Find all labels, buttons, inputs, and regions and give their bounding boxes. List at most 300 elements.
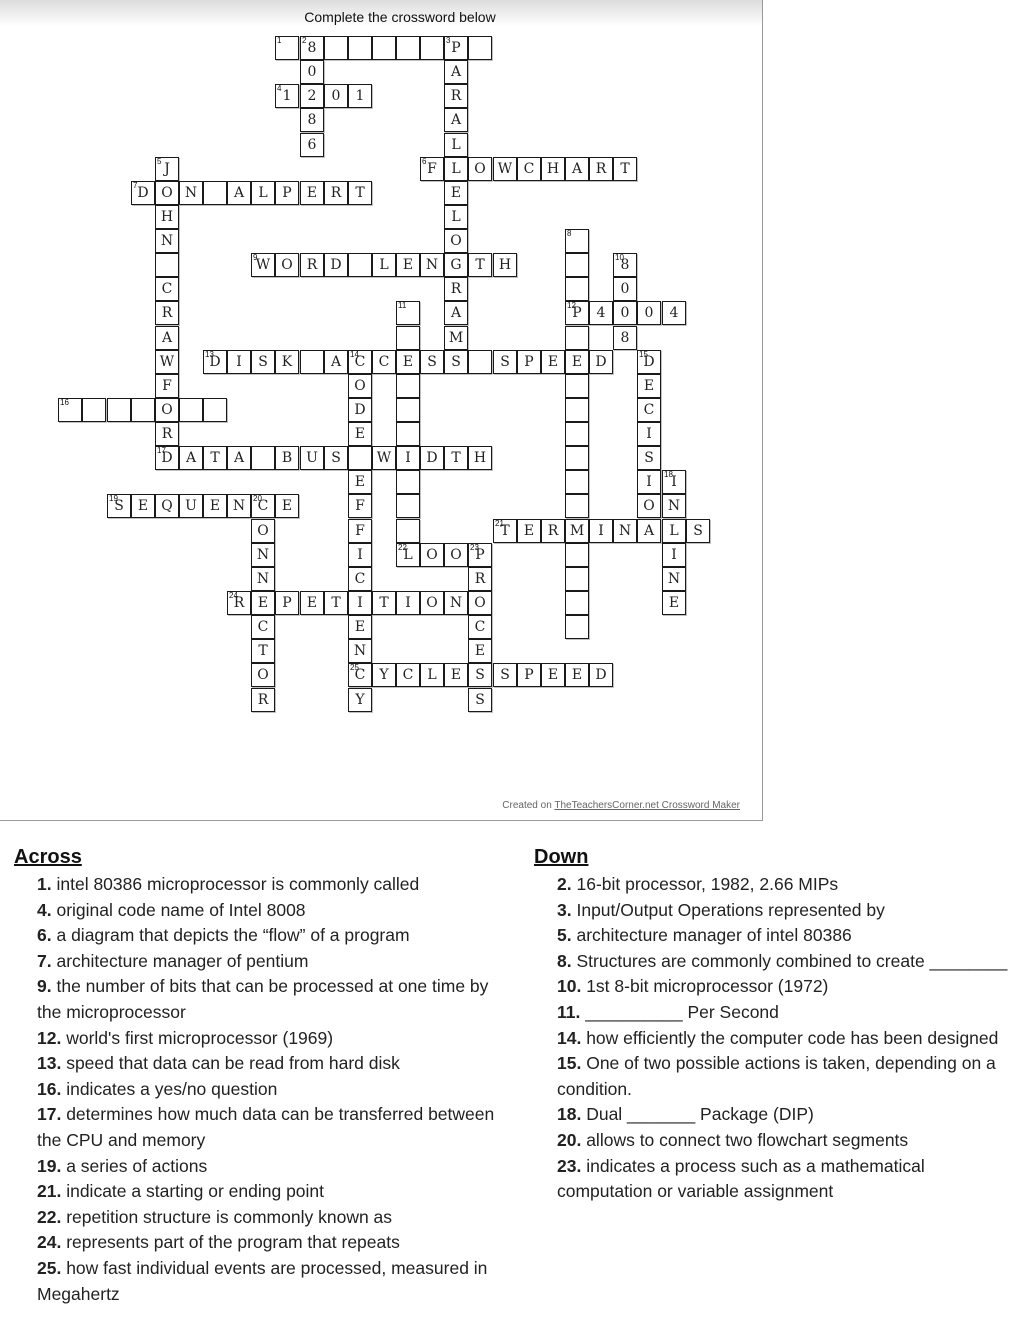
crossword-cell[interactable] [300,181,324,205]
crossword-cell[interactable] [155,229,179,253]
down-clue [557,1000,1014,1026]
crossword-cell[interactable] [662,591,686,615]
cell-letter: G [450,257,462,273]
crossword-cell[interactable] [396,591,420,615]
cell-letter: D [643,354,655,370]
crossword-cell[interactable] [348,519,372,543]
cell-letter: R [450,281,462,297]
cell-letter: T [500,523,510,539]
cell-letter: N [353,643,367,659]
crossword-cell[interactable] [131,398,155,422]
crossword-cell[interactable] [396,422,420,446]
crossword-cell[interactable] [155,422,179,446]
crossword-cell[interactable] [444,446,468,470]
cell-letter: N [184,185,198,201]
crossword-cell[interactable] [613,157,637,181]
cell-letter: S [693,523,703,539]
crossword-cell[interactable] [275,84,299,108]
cell-letter: R [257,692,269,708]
crossword-cell[interactable] [468,350,492,374]
cell-letter: O [354,378,366,394]
crossword-cell[interactable] [300,60,324,84]
crossword-cell[interactable] [493,350,517,374]
cell-letter: E [306,185,318,201]
crossword-cell[interactable] [348,84,372,108]
clue-number: 13. [37,1053,62,1074]
crossword-cell[interactable] [565,253,589,277]
clue-text: the number of bits that can be processed at one time by the microprocessor [37,976,489,1022]
crossword-cell[interactable] [420,350,444,374]
crossword-cell[interactable] [420,253,444,277]
cell-letter: R [233,595,245,611]
crossword-cell[interactable] [637,374,661,398]
cell-letter: E [523,523,535,539]
clue-number: 16 [60,398,69,407]
crossword-cell[interactable] [251,567,275,591]
crossword-cell[interactable] [541,663,565,687]
crossword-cell[interactable] [155,157,179,181]
crossword-cell[interactable] [107,494,131,518]
crossword-cell[interactable] [348,398,372,422]
cell-letter: C [474,619,486,635]
crossword-cell[interactable] [444,60,468,84]
cell-letter: O [450,233,462,249]
crossword-cell[interactable] [565,326,589,350]
crossword-cell[interactable] [468,543,492,567]
crossword-cell[interactable] [613,253,637,277]
crossword-cell[interactable] [107,398,131,422]
cell-letter: 0 [620,305,630,321]
cell-letter: 8 [307,112,317,128]
cell-letter: S [331,450,341,466]
puzzle-title: Complete the crossword below [304,9,496,25]
crossword-cell[interactable] [300,84,324,108]
crossword-cell[interactable] [565,567,589,591]
crossword-cell[interactable] [324,350,348,374]
down-clue [557,1154,1014,1205]
crossword-cell[interactable] [251,446,275,470]
crossword-cell[interactable] [82,398,106,422]
cell-letter: R [161,426,173,442]
crossword-cell[interactable] [662,301,686,325]
crossword-cell[interactable] [493,157,517,181]
cell-letter: O [426,547,438,563]
cell-letter: E [547,667,559,683]
crossword-cell[interactable] [251,181,275,205]
crossword-cell[interactable] [58,398,82,422]
crossword-cell[interactable] [251,350,275,374]
crossword-cell[interactable] [662,494,686,518]
crossword-cell[interactable] [300,591,324,615]
cell-letter: F [427,161,437,177]
crossword-cell[interactable] [444,591,468,615]
crossword-cell[interactable] [300,133,324,157]
crossword-cell[interactable] [300,36,324,60]
crossword-cell[interactable] [275,253,299,277]
crossword-cell[interactable] [155,253,179,277]
crossword-cell[interactable] [662,519,686,543]
crossword-cell[interactable] [517,663,541,687]
across-clue [37,1256,504,1307]
crossword-cell[interactable] [179,398,203,422]
crossword-cell[interactable] [324,591,348,615]
cell-letter: F [162,378,172,394]
crossword-cell[interactable] [589,350,613,374]
crossword-cell[interactable] [613,301,637,325]
crossword-cell[interactable] [227,591,251,615]
crossword-cell[interactable] [251,543,275,567]
crossword-cell[interactable] [179,181,203,205]
clue-number: 3 [446,36,451,45]
clue-number: 10. [557,976,582,997]
crossword-cell[interactable] [637,422,661,446]
crossword-cell[interactable] [493,253,517,277]
crossword-cell[interactable] [444,253,468,277]
crossword-cell[interactable] [444,181,468,205]
cell-letter: W [255,257,271,273]
cell-letter: E [668,595,680,611]
crossword-cell[interactable] [251,253,275,277]
cell-letter: 0 [307,64,317,80]
clue-number: 5. [557,925,572,946]
cell-letter: N [618,523,632,539]
crossword-cell[interactable] [251,519,275,543]
crossword-cell[interactable] [227,350,251,374]
crossword-cell[interactable] [444,326,468,350]
cell-letter: 0 [620,281,630,297]
across-clue [37,1205,504,1231]
crossword-cell[interactable] [251,688,275,712]
crossword-cell[interactable] [637,301,661,325]
crossword-cell[interactable] [565,446,589,470]
cell-letter: A [450,64,462,80]
crossword-cell[interactable] [251,494,275,518]
crossword-cell[interactable] [131,181,155,205]
crossword-cell[interactable] [637,350,661,374]
cell-letter: A [185,450,197,466]
crossword-cell[interactable] [203,446,227,470]
crossword-cell[interactable] [444,301,468,325]
crossword-cell[interactable] [348,253,372,277]
crossword-cell[interactable] [227,494,251,518]
crossword-cell[interactable] [348,543,372,567]
crossword-cell[interactable] [372,36,396,60]
crossword-cell[interactable] [444,36,468,60]
clue-number: 20. [557,1129,582,1150]
crossword-cell[interactable] [179,494,203,518]
clue-number: 21 [495,519,504,528]
crossword-cell[interactable] [348,446,372,470]
clue-text: speed that data can be read from hard disk [66,1053,400,1074]
crossword-cell[interactable] [468,157,492,181]
cell-letter: E [450,185,462,201]
crossword-cell[interactable] [372,663,396,687]
crossword-cell[interactable] [131,494,155,518]
crossword-cell[interactable] [372,253,396,277]
crossword-cell[interactable] [372,591,396,615]
crossword-cell[interactable] [396,519,420,543]
crossword-cell[interactable] [613,326,637,350]
crossword-cell[interactable] [420,157,444,181]
crossword-cell[interactable] [155,326,179,350]
crossword-cell[interactable] [348,494,372,518]
crossword-cell[interactable] [565,301,589,325]
across-clue [37,974,504,1025]
crossword-cell[interactable] [203,350,227,374]
crossword-cell[interactable] [565,229,589,253]
crossword-cell[interactable] [468,567,492,591]
cell-letter: L [451,137,461,153]
crossword-cell[interactable] [468,615,492,639]
crossword-cell[interactable] [348,350,372,374]
clue-number: 18. [557,1104,582,1125]
crossword-cell[interactable] [420,663,444,687]
crossword-cell[interactable] [517,519,541,543]
cell-letter: T [210,450,220,466]
crossword-cell[interactable] [444,229,468,253]
crossword-cell[interactable] [396,494,420,518]
crossword-cell[interactable] [179,446,203,470]
crossword-cell[interactable] [468,253,492,277]
cell-letter: E [209,498,221,514]
cell-letter: C [643,402,655,418]
crossword-cell[interactable] [637,446,661,470]
crossword-cell[interactable] [686,519,710,543]
crossword-cell[interactable] [444,277,468,301]
crossword-cell[interactable] [251,639,275,663]
crossword-cell[interactable] [155,494,179,518]
crossword-cell[interactable] [444,84,468,108]
crossword-cell[interactable] [541,157,565,181]
crossword-cell[interactable] [493,519,517,543]
clue-text: how fast individual events are processed, measured in Megahertz [37,1257,488,1304]
crossword-cell[interactable] [324,253,348,277]
crossword-cell[interactable] [565,663,589,687]
crossword-cell[interactable] [662,567,686,591]
crossword-cell[interactable] [275,591,299,615]
crossword-cell[interactable] [565,470,589,494]
cell-letter: D [426,450,438,466]
cell-letter: A [233,185,245,201]
crossword-cell[interactable] [396,374,420,398]
crossword-cell[interactable] [155,301,179,325]
crossword-cell[interactable] [324,84,348,108]
cell-letter: C [257,619,269,635]
cell-letter: L [379,257,389,273]
crossword-cell[interactable] [565,591,589,615]
crossword-cell[interactable] [300,253,324,277]
crossword-cell[interactable] [203,181,227,205]
crossword-cell[interactable] [444,543,468,567]
crossword-cell[interactable] [251,591,275,615]
crossword-cell[interactable] [565,398,589,422]
crossword-cell[interactable] [348,688,372,712]
crossword-cell[interactable] [348,639,372,663]
crossword-cell[interactable] [396,253,420,277]
crossword-cell[interactable] [300,108,324,132]
crossword-cell[interactable] [203,398,227,422]
cell-letter: C [402,667,414,683]
cell-letter: W [497,161,513,177]
crossword-cell[interactable] [444,157,468,181]
crossword-cell[interactable] [468,446,492,470]
crossword-cell[interactable] [396,36,420,60]
crossword-cell[interactable] [324,446,348,470]
cell-letter: P [524,354,534,370]
credit-link[interactable]: TheTeachersCorner.net Crossword Maker [554,800,740,811]
crossword-cell[interactable] [348,615,372,639]
crossword-cell[interactable] [493,663,517,687]
cell-letter: H [473,450,487,466]
cell-letter: F [355,523,365,539]
crossword-cell[interactable] [468,663,492,687]
crossword-cell[interactable] [613,277,637,301]
crossword-cell[interactable] [324,181,348,205]
cell-letter: A [450,112,462,128]
crossword-cell[interactable] [444,205,468,229]
crossword-cell[interactable] [589,157,613,181]
crossword-cell[interactable] [275,36,299,60]
crossword-cell[interactable] [155,398,179,422]
crossword-cell[interactable] [396,446,420,470]
crossword-cell[interactable] [155,446,179,470]
crossword-cell[interactable] [251,663,275,687]
crossword-cell[interactable] [396,301,420,325]
crossword-cell[interactable] [155,205,179,229]
crossword-cell[interactable] [348,470,372,494]
crossword-cell[interactable] [637,398,661,422]
crossword-cell[interactable] [203,494,227,518]
cell-letter: S [475,667,485,683]
cell-letter: K [281,354,293,370]
crossword-cell[interactable] [468,688,492,712]
crossword-cell[interactable] [444,663,468,687]
clue-text: intel 80386 microprocessor is commonly called [56,874,420,894]
credit-prefix: Created on [502,800,555,811]
clue-text: Input/Output Operations represented by [576,899,885,920]
crossword-cell[interactable] [348,567,372,591]
crossword-cell[interactable] [565,519,589,543]
clue-number: 7. [37,950,52,971]
crossword-cell[interactable] [300,446,324,470]
clue-text: 16-bit processor, 1982, 2.66 MIPs [576,874,839,894]
crossword-cell[interactable] [565,157,589,181]
crossword-cell[interactable] [517,157,541,181]
down-heading: Down [534,846,589,868]
clue-text: how efficiently the computer code has been designed [586,1027,999,1048]
crossword-cell[interactable] [444,133,468,157]
cell-letter: E [354,619,366,635]
clue-number: 25 [350,663,359,672]
crossword-cell[interactable] [348,374,372,398]
crossword-cell[interactable] [589,301,613,325]
clue-text: architecture manager of pentium [56,950,309,971]
crossword-cell[interactable] [396,663,420,687]
crossword-cell[interactable] [613,519,637,543]
crossword-cell[interactable] [396,543,420,567]
crossword-cell[interactable] [300,350,324,374]
crossword-cell[interactable] [348,663,372,687]
crossword-cell[interactable] [468,36,492,60]
crossword-cell[interactable] [396,326,420,350]
crossword-cell[interactable] [541,350,565,374]
cell-letter: O [281,257,293,273]
crossword-cell[interactable] [468,591,492,615]
crossword-cell[interactable] [565,494,589,518]
crossword-cell[interactable] [227,181,251,205]
across-clue [37,949,504,975]
crossword-cell[interactable] [348,181,372,205]
crossword-cell[interactable] [372,446,396,470]
cell-letter: T [451,450,461,466]
crossword-cell[interactable] [155,181,179,205]
clue-number: 6. [37,925,52,946]
crossword-cell[interactable] [541,519,565,543]
crossword-cell[interactable] [565,374,589,398]
crossword-cell[interactable] [251,615,275,639]
crossword-cell[interactable] [444,108,468,132]
crossword-cell[interactable] [275,350,299,374]
cell-letter: J [164,161,170,177]
clue-text: a series of actions [66,1155,208,1176]
credit-line [502,800,740,811]
crossword-cell[interactable] [637,494,661,518]
crossword-cell[interactable] [420,36,444,60]
crossword-cell[interactable] [348,591,372,615]
crossword-cell[interactable] [155,350,179,374]
cell-letter: S [427,354,437,370]
crossword-cell[interactable] [155,277,179,301]
crossword-cell[interactable] [444,350,468,374]
crossword-cell[interactable] [468,639,492,663]
cell-letter: 4 [669,305,679,321]
crossword-cell[interactable] [517,350,541,374]
crossword-cell[interactable] [565,350,589,374]
crossword-cell[interactable] [662,543,686,567]
crossword-cell[interactable] [589,663,613,687]
crossword-cell[interactable] [155,374,179,398]
crossword-cell[interactable] [589,519,613,543]
cell-letter: 6 [307,137,317,153]
crossword-cell[interactable] [420,446,444,470]
crossword-cell[interactable] [420,543,444,567]
crossword-cell[interactable] [348,422,372,446]
clue-number: 12 [567,301,576,310]
crossword-cell[interactable] [396,350,420,374]
clue-number: 22. [37,1206,62,1227]
crossword-cell[interactable] [396,398,420,422]
crossword-cell[interactable] [565,277,589,301]
crossword-cell[interactable] [372,350,396,374]
cell-letter: 1 [355,88,365,104]
crossword-cell[interactable] [637,470,661,494]
crossword-cell[interactable] [275,446,299,470]
crossword-cell[interactable] [565,543,589,567]
crossword-cell[interactable] [275,494,299,518]
crossword-cell[interactable] [420,591,444,615]
crossword-cell[interactable] [227,446,251,470]
crossword-cell[interactable] [565,422,589,446]
crossword-cell[interactable] [275,181,299,205]
cell-letter: O [257,523,269,539]
crossword-cell[interactable] [324,36,348,60]
cell-letter: I [646,474,652,490]
crossword-cell[interactable] [565,615,589,639]
crossword-cell[interactable] [396,470,420,494]
crossword-cell[interactable] [348,36,372,60]
crossword-cell[interactable] [662,470,686,494]
crossword-cell[interactable] [637,519,661,543]
